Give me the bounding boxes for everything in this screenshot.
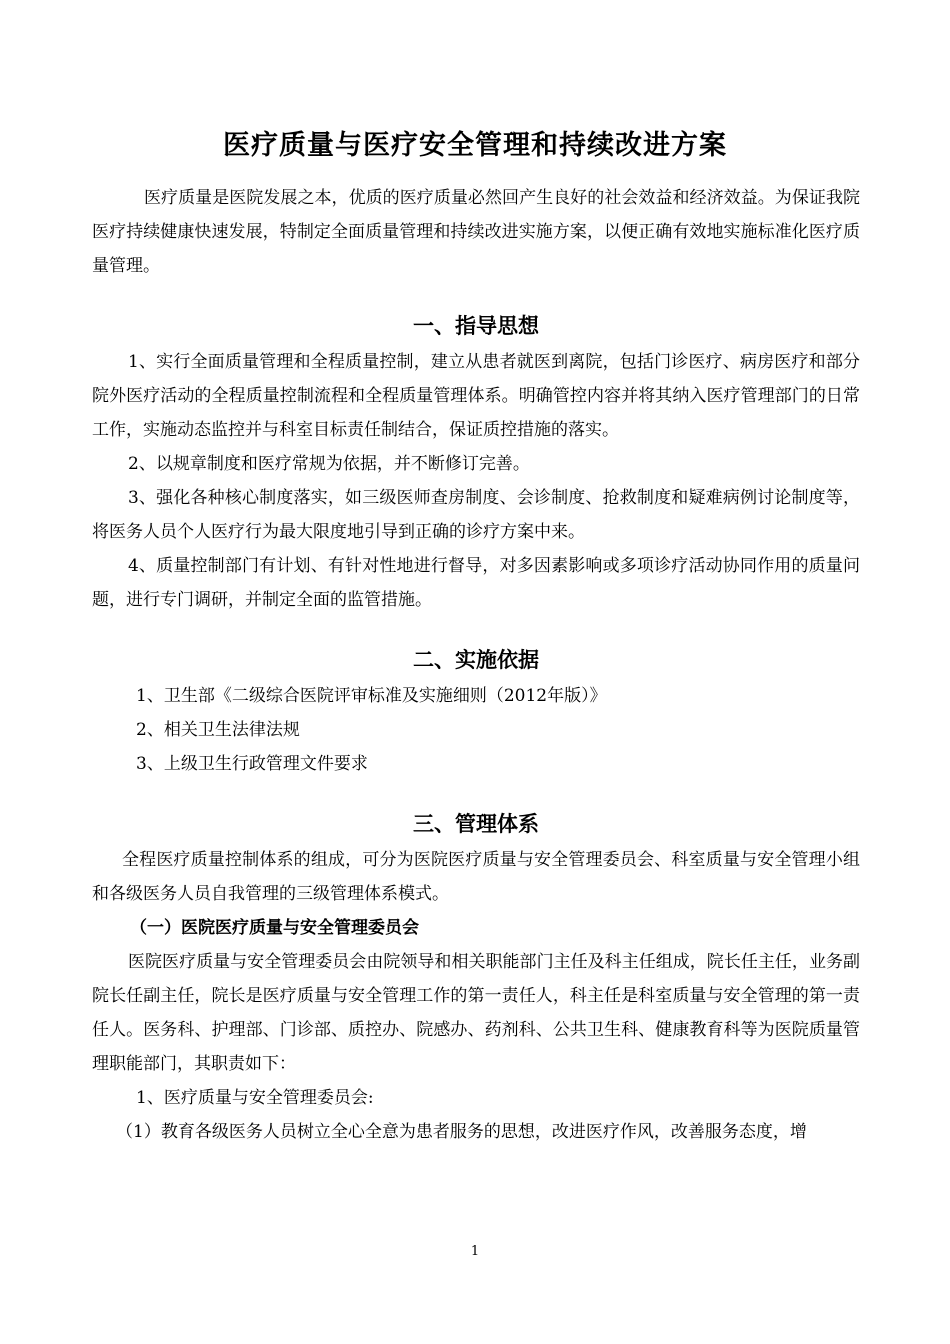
guiding-item-4: 4、质量控制部门有计划、有针对性地进行督导，对多因素影响或多项诊疗活动协同作用的质量问题，进行专门调研，并制定全面的监管措施。	[92, 556, 860, 610]
guiding-item-3: 3、强化各种核心制度落实，如三级医师查房制度、会诊制度、抢救制度和疑难病例讨论制度等，将医务人员个人医疗行为最大限度地引导到正确的诊疗方案中来。	[92, 488, 860, 542]
basis-item-2: 2、相关卫生法律法规	[136, 720, 300, 740]
document-title: 医疗质量与医疗安全管理和持续改进方案	[223, 130, 727, 161]
basis-item-3: 3、上级卫生行政管理文件要求	[136, 754, 368, 774]
section-heading-management-system: 三、管理体系	[413, 812, 539, 836]
section-heading-basis: 二、实施依据	[413, 648, 539, 672]
intro-paragraph: 医疗质量是医院发展之本，优质的医疗质量必然回产生良好的社会效益和经济效益。为保证我院医疗持续健康快速发展，特制定全面质量管理和持续改进实施方案，以便正确有效地实施标准化医疗质量管理。	[92, 188, 860, 276]
guiding-item-1: 1、实行全面质量管理和全程质量控制，建立从患者就医到离院，包括门诊医疗、病房医疗和部分院外医疗活动的全程质量控制流程和全程质量管理体系。明确管控内容并将其纳入医疗管理部门的日常工作，实施动态监控并与科室目标责任制结合，保证质控措施的落实。	[92, 352, 860, 440]
committee-description: 医院医疗质量与安全管理委员会由院领导和相关职能部门主任及科主任组成，院长任主任，业务副院长任副主任，院长是医疗质量与安全管理工作的第一责任人，科主任是科室质量与安全管理的第一责任人。医务科、护理部、门诊部、质控办、院感办、药剂科、公共卫生科、健康教育科等为医院质量管理职能部门，其职责如下：	[92, 952, 860, 1074]
page-number: 1	[470, 1244, 480, 1259]
section-heading-guiding-ideology: 一、指导思想	[413, 314, 539, 338]
subsection-heading-committee: （一）医院医疗质量与安全管理委员会	[130, 918, 419, 938]
committee-subitem-1: （1）教育各级医务人员树立全心全意为患者服务的思想，改进医疗作风，改善服务态度，增	[116, 1122, 807, 1142]
committee-item-1: 1、医疗质量与安全管理委员会:	[136, 1088, 374, 1108]
management-intro: 全程医疗质量控制体系的组成，可分为医院医疗质量与安全管理委员会、科室质量与安全管理小组和各级医务人员自我管理的三级管理体系模式。	[92, 850, 860, 904]
document-body	[92, 181, 860, 1149]
guiding-item-2: 2、以规章制度和医疗常规为依据，并不断修订完善。	[128, 454, 530, 474]
basis-item-1: 1、卫生部《二级综合医院评审标准及实施细则（2012年版）》	[136, 686, 607, 706]
